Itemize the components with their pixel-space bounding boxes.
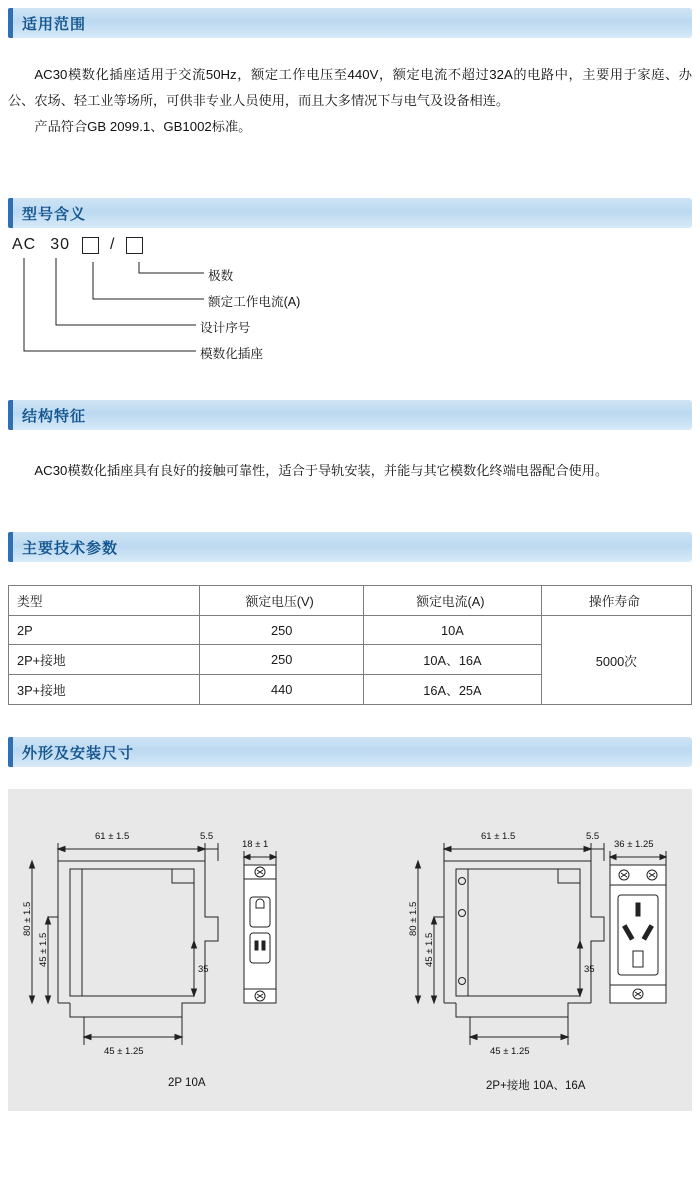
drawing-2p-ground-front-view [594, 835, 700, 1035]
model-naming-diagram [8, 228, 692, 388]
table-row [9, 616, 692, 645]
model-series: 30 [50, 236, 71, 253]
section-header-params [8, 532, 692, 562]
svg-text:61 ± 1.5: 61 ± 1.5 [481, 831, 516, 842]
cell-type: 2P [9, 616, 200, 645]
svg-text:45 ± 1.25: 45 ± 1.25 [104, 1046, 144, 1057]
model-leader-lines [8, 228, 692, 388]
model-label-3: 模数化插座 [200, 347, 263, 361]
svg-text:35: 35 [584, 964, 595, 975]
cell-voltage: 440 [200, 675, 364, 705]
cell-type: 2P+接地 [9, 645, 200, 675]
section-title: 外形及安装尺寸 [22, 744, 135, 762]
svg-text:80 ± 1.5: 80 ± 1.5 [408, 901, 419, 936]
section-title: 主要技术参数 [22, 539, 119, 557]
caption-left: 2P 10A [168, 1077, 206, 1089]
section-header-model [8, 198, 692, 228]
section-header-scope [8, 8, 692, 38]
cell-type: 3P+接地 [9, 675, 200, 705]
model-label-2: 设计序号 [200, 321, 251, 335]
svg-text:80 ± 1.5: 80 ± 1.5 [22, 901, 33, 936]
structure-paragraph: AC30模数化插座具有良好的接触可靠性，适合于导轨安装，并能与其它模数化终端电器配合使用。 [34, 463, 609, 478]
svg-text:5.5: 5.5 [200, 831, 214, 842]
col-type: 类型 [9, 586, 200, 616]
section-header-structure [8, 400, 692, 430]
section-title: 适用范围 [22, 15, 87, 33]
svg-text:45 ± 1.5: 45 ± 1.5 [38, 932, 49, 967]
cell-voltage: 250 [200, 645, 364, 675]
model-label-0: 极数 [208, 269, 234, 283]
drawing-2p-front-view [226, 835, 306, 1035]
svg-text:61 ± 1.5: 61 ± 1.5 [95, 831, 130, 842]
caption-right: 2P+接地 10A、16A [486, 1080, 586, 1092]
svg-text:5.5: 5.5 [586, 831, 600, 842]
scope-paragraph-2: 产品符合GB 2099.1、GB1002标准。 [34, 119, 252, 134]
cell-current: 16A、25A [364, 675, 542, 705]
cell-voltage: 250 [200, 616, 364, 645]
section-title: 型号含义 [22, 205, 87, 223]
table-header-row [9, 586, 692, 616]
svg-text:45 ± 1.5: 45 ± 1.5 [424, 932, 435, 967]
model-slash: / [110, 236, 116, 253]
svg-text:45 ± 1.25: 45 ± 1.25 [490, 1046, 530, 1057]
cell-current: 10A [364, 616, 542, 645]
dimension-drawings-panel [8, 789, 692, 1111]
scope-paragraph-1: AC30模数化插座适用于交流50Hz，额定工作电压至440V，额定电流不超过32A的电路中，主要用于家庭、办公、农场、轻工业等场所，可供非专业人员使用，而且大多情况下与电气及设备相连。 [8, 67, 692, 108]
svg-text:18 ± 1: 18 ± 1 [242, 839, 269, 850]
model-prefix: AC [12, 236, 37, 253]
model-label-1: 额定工作电流(A) [208, 295, 301, 309]
col-life: 操作寿命 [541, 586, 691, 616]
spec-table-wrapper [8, 585, 692, 705]
svg-text:36 ± 1.25: 36 ± 1.25 [614, 839, 654, 850]
svg-text:35: 35 [198, 964, 209, 975]
col-voltage: 额定电压(V) [200, 586, 364, 616]
spec-table [8, 585, 692, 705]
cell-life: 5000次 [541, 616, 691, 705]
section-title: 结构特征 [22, 407, 87, 425]
section-header-dimensions [8, 737, 692, 767]
cell-current: 10A、16A [364, 645, 542, 675]
col-current: 额定电流(A) [364, 586, 542, 616]
